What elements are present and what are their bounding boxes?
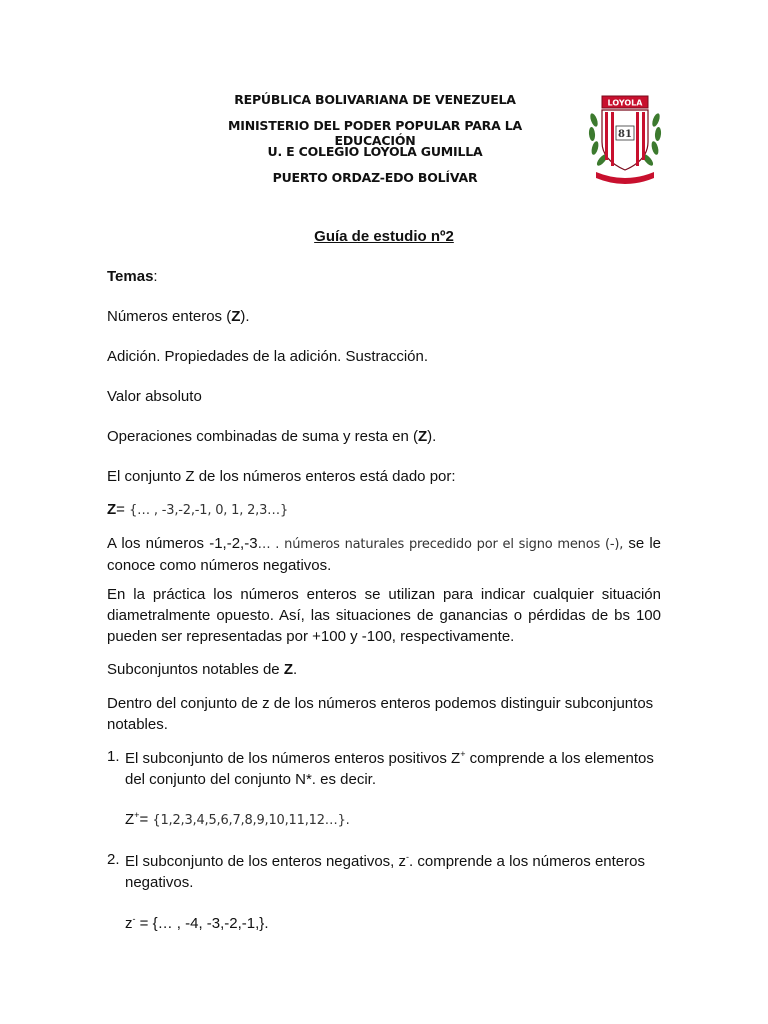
positive-set-symbol: Z	[125, 811, 135, 828]
topic-integers-text: Números enteros (	[107, 308, 232, 325]
topic-addition: Adición. Propiedades de la adición. Sustracción.	[107, 348, 429, 365]
crest-name-text: LOYOLA	[607, 98, 643, 108]
list-number-1: 1.	[107, 748, 120, 765]
header-location: PUERTO ORDAZ-EDO BOLÍVAR	[272, 170, 478, 185]
integers-set	[107, 499, 661, 521]
integers-set-symbol: Z	[107, 501, 117, 518]
negative-set-values: {… , -4, -3,-2,-1,}.	[152, 915, 269, 932]
topic-integers-close: ).	[240, 308, 250, 325]
negative-integers-text: El subconjunto de los enteros negativos, z	[125, 853, 407, 870]
integers-definition: El conjunto Z de los números enteros está dado por:	[107, 468, 456, 485]
negative-integers-set	[125, 913, 661, 934]
positive-set-values: {1,2,3,4,5,6,7,8,9,10,11,12…}.	[152, 813, 350, 828]
list-number-2: 2.	[107, 851, 120, 868]
negative-numbers-end: se le conoce como números negativos.	[107, 535, 662, 574]
topic-integers	[107, 306, 661, 327]
topic-combined-symbol: Z	[418, 428, 428, 445]
subsets-heading-period: .	[292, 661, 298, 678]
topic-combined-close: ).	[427, 428, 437, 445]
negative-set-symbol: z	[125, 915, 133, 932]
negative-numbers-start: A los números -1,-2,-3	[107, 535, 258, 552]
topics-label: Temas	[107, 268, 154, 285]
subsets-intro: Dentro del conjunto de z de los números enteros podemos distinguir subconjuntos notables.	[107, 695, 654, 733]
topics-heading	[107, 266, 661, 287]
header-country: REPÚBLICA BOLIVARIANA DE VENEZUELA	[234, 92, 516, 107]
positive-integers-text-end: comprende a los elementos del conjunto del conjunto N*. es decir.	[125, 750, 654, 788]
integers-set-equals: =	[116, 501, 130, 518]
header-school: U. E COLEGIO LOYOLA GUMILLA	[267, 144, 483, 159]
topic-combined-text: Operaciones combinadas de suma y resta en (	[107, 428, 418, 445]
subsets-heading-symbol: Z	[283, 661, 293, 678]
header-ministry: MINISTERIO DEL PODER POPULAR PARA LA EDUCACIÓN	[228, 118, 522, 148]
list-item-negative-integers	[125, 851, 661, 893]
negative-numbers-paragraph	[107, 533, 661, 576]
subsets-heading	[107, 659, 661, 680]
topic-combined-operations	[107, 426, 661, 447]
crest-number-text: 81	[618, 129, 632, 140]
positive-set-equals: =	[139, 811, 153, 828]
positive-integers-text: El subconjunto de los números enteros positivos Z	[125, 750, 461, 767]
positive-set-sup: +	[134, 810, 140, 820]
topic-absolute-value: Valor absoluto	[107, 388, 202, 405]
list-item-positive-integers	[125, 748, 661, 790]
negative-integers-text-end: . comprende a los números enteros negativos.	[125, 853, 645, 891]
negative-integers-sup: -	[406, 852, 410, 862]
subsets-heading-text: Subconjuntos notables de	[107, 661, 284, 678]
negative-numbers-middle: … . números naturales precedido por el signo menos (-),	[257, 537, 624, 552]
negative-set-sup: -	[132, 914, 136, 924]
positive-integers-sup: +	[460, 749, 466, 759]
school-crest-logo	[588, 90, 662, 186]
guide-title: Guía de estudio nº2	[314, 228, 454, 245]
topic-integers-symbol: Z	[231, 308, 241, 325]
integers-set-values: {… , -3,-2,-1, 0, 1, 2,3…}	[129, 503, 289, 518]
positive-integers-set	[125, 809, 661, 831]
negative-set-equals: =	[135, 915, 153, 932]
practice-paragraph: En la práctica los números enteros se utilizan para indicar cualquier situación diametralmente opuesto. Así, las situaciones de ganancias o pérdidas de bs 100 pueden ser representadas por +100 y -100, respectivamente.	[107, 586, 661, 645]
topics-colon: :	[153, 268, 158, 285]
